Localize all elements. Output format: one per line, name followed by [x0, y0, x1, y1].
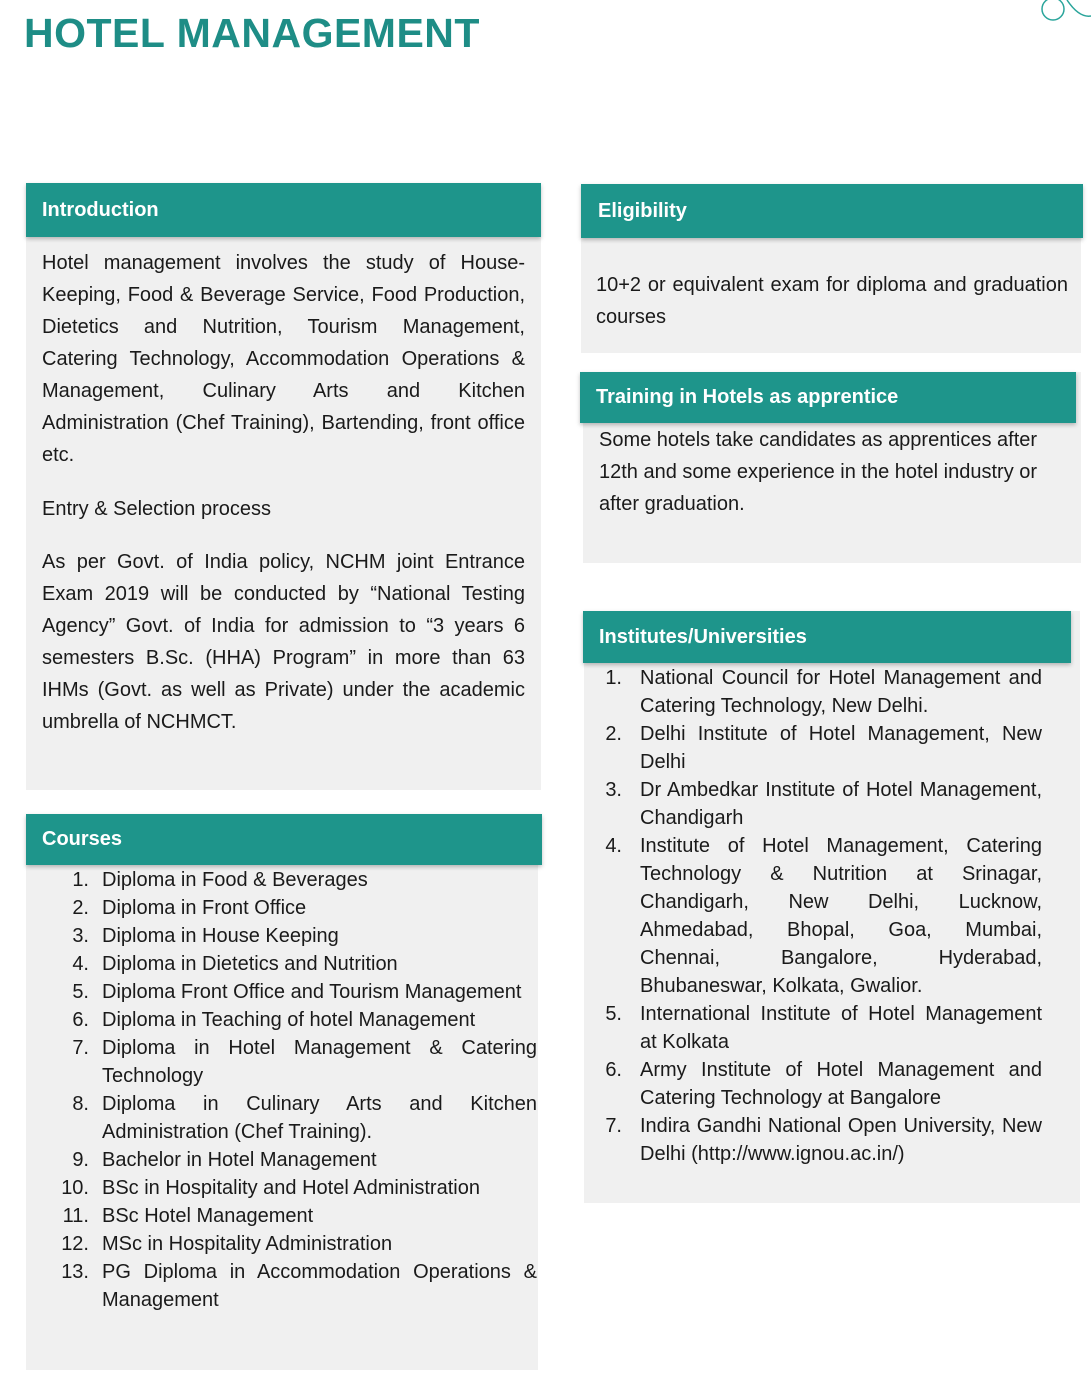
list-item-text: BSc in Hospitality and Hotel Administration: [102, 1177, 480, 1199]
list-item-text: Delhi Institute of Hotel Management, New Delhi: [640, 723, 1042, 773]
list-item-text: National Council for Hotel Management and Catering Technology, New Delhi.: [640, 667, 1042, 717]
eligibility-body: 10+2 or equivalent exam for diploma and graduation courses: [596, 274, 1068, 328]
corner-decoration: [1031, 0, 1091, 30]
list-item: [52, 1090, 537, 1146]
list-item-number: 1.: [72, 869, 89, 891]
list-item-number: 5.: [72, 981, 89, 1003]
list-item-number: 8.: [72, 1093, 89, 1115]
list-item: [52, 950, 537, 978]
list-item-text: Diploma in Culinary Arts and Kitchen Administration (Chef Training).: [102, 1093, 537, 1143]
list-item-text: PG Diploma in Accommodation Operations & Management: [102, 1261, 537, 1311]
list-item: [52, 1146, 537, 1174]
list-item-number: 2.: [605, 723, 622, 745]
list-item: [52, 1006, 537, 1034]
courses-list: [52, 866, 537, 1314]
list-item-text: Diploma in House Keeping: [102, 925, 339, 947]
list-item-number: 1.: [605, 667, 622, 689]
training-heading: Training in Hotels as apprentice: [596, 386, 899, 408]
list-item-number: 10.: [61, 1177, 89, 1199]
list-item: [52, 922, 537, 950]
training-body: Some hotels take candidates as apprentices after 12th and some experience in the hotel industry or after graduation.: [599, 429, 1038, 515]
introduction-header: [26, 183, 541, 237]
list-item-text: BSc Hotel Management: [102, 1205, 314, 1227]
list-item-number: 4.: [72, 953, 89, 975]
institutes-header: [583, 611, 1071, 663]
list-item-text: Diploma in Front Office: [102, 897, 307, 919]
training-header: [580, 372, 1076, 423]
list-item-text: Diploma in Dietetics and Nutrition: [102, 953, 398, 975]
list-item: [52, 866, 537, 894]
list-item: [52, 894, 537, 922]
list-item-number: 9.: [72, 1149, 89, 1171]
list-item-text: MSc in Hospitality Administration: [102, 1233, 393, 1255]
list-item-text: Diploma in Food & Beverages: [102, 869, 368, 891]
list-item: [602, 720, 1042, 776]
list-item-number: 12.: [61, 1233, 89, 1255]
list-item: [52, 1034, 537, 1090]
list-item: [602, 776, 1042, 832]
institutes-list: [602, 664, 1042, 1168]
list-item-number: 4.: [605, 835, 622, 857]
list-item-text: Diploma in Hotel Management & Catering Technology: [102, 1037, 537, 1087]
list-item-number: 3.: [605, 779, 622, 801]
selection-process-heading: Entry & Selection process: [42, 498, 271, 520]
introduction-heading: Introduction: [42, 198, 159, 221]
list-item: [52, 1230, 537, 1258]
list-item-number: 7.: [72, 1037, 89, 1059]
list-item: [602, 1056, 1042, 1112]
list-item-text: Institute of Hotel Management, Catering Technology & Nutrition at Srinagar, Chandigarh, New Delhi, Lucknow, Ahmedabad, Bhopal, Goa, Mumbai, Chennai, Bangalore, Hyderabad, Bhubaneswar, Kolkata, Gwalior.: [640, 835, 1042, 997]
list-item: [52, 1202, 537, 1230]
list-item-number: 5.: [605, 1003, 622, 1025]
list-item: [602, 1112, 1042, 1168]
list-item-text: Diploma in Teaching of hotel Management: [102, 1009, 476, 1031]
list-item: [52, 1174, 537, 1202]
list-item-text: Bachelor in Hotel Management: [102, 1149, 377, 1171]
list-item-text: Army Institute of Hotel Management and Catering Technology at Bangalore: [640, 1059, 1042, 1109]
institutes-heading: Institutes/Universities: [599, 625, 807, 648]
list-item: [602, 664, 1042, 720]
list-item-number: 7.: [605, 1115, 622, 1137]
list-item-number: 6.: [605, 1059, 622, 1081]
courses-heading: Courses: [42, 828, 123, 850]
list-item-text: Indira Gandhi National Open University, New Delhi (http://www.ignou.ac.in/): [640, 1115, 1042, 1165]
courses-header: [26, 814, 542, 865]
list-item: [52, 978, 537, 1006]
list-item-number: 6.: [72, 1009, 89, 1031]
eligibility-heading: Eligibility: [598, 199, 687, 222]
list-item-text: Diploma Front Office and Tourism Management: [102, 981, 522, 1003]
page-title: HOTEL MANAGEMENT: [24, 10, 480, 56]
list-item-number: 13.: [61, 1261, 89, 1283]
introduction-body: Hotel management involves the study of House-Keeping, Food & Beverage Service, Food Production, Dietetics and Nutrition, Tourism Management, Catering Technology, Accommodation Operations & Management, Culinary Arts and Kitchen Administration (Chef Training), Bartending, front office etc.: [42, 252, 525, 466]
list-item-number: 11.: [62, 1205, 89, 1227]
list-item-text: International Institute of Hotel Management at Kolkata: [640, 1003, 1042, 1053]
list-item: [52, 1258, 537, 1314]
list-item: [602, 1000, 1042, 1056]
list-item: [602, 832, 1042, 1000]
list-item-number: 2.: [72, 897, 89, 919]
selection-process-body: As per Govt. of India policy, NCHM joint Entrance Exam 2019 will be conducted by “National Testing Agency” Govt. of India for admission to “3 years 6 semesters B.Sc. (HHA) Program” in more than 63 IHMs (Govt. as well as Private) under the academic umbrella of NCHMCT.: [42, 551, 525, 733]
list-item-text: Dr Ambedkar Institute of Hotel Management, Chandigarh: [640, 779, 1042, 829]
eligibility-header: [581, 184, 1083, 238]
list-item-number: 3.: [72, 925, 89, 947]
